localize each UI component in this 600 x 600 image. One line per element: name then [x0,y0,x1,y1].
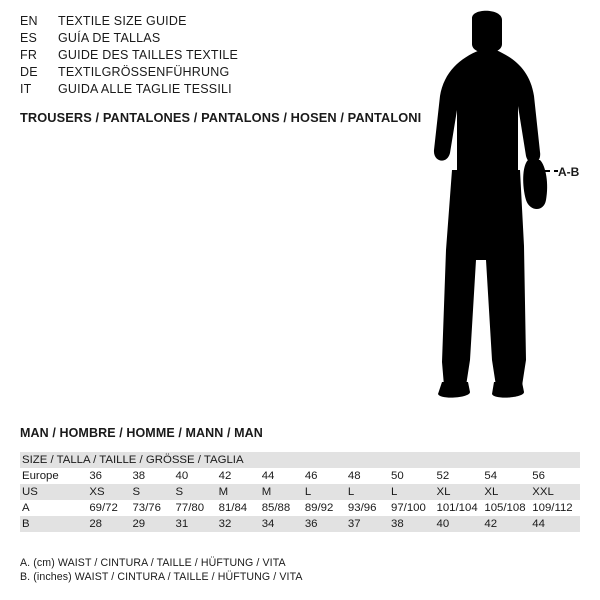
footnotes-block [20,556,303,584]
cell-a-6: 93/96 [347,502,377,514]
table-row-header [20,452,580,468]
row-label-b: B [22,518,30,530]
cell-europe-5: 46 [304,470,318,482]
table-header-label: SIZE / TALLA / TAILLE / GRÖSSE / TAGLIA [22,454,244,466]
size-table [20,452,580,532]
language-row-es [20,31,360,48]
cell-us-0: XS [89,486,105,498]
cell-europe-8: 52 [436,470,450,482]
row-label-us: US [22,486,38,498]
figure-illustration [400,10,600,410]
table-row [20,500,580,516]
language-code-it: IT [20,82,32,96]
cell-b-10: 44 [532,518,545,530]
cell-europe-3: 42 [218,470,232,482]
section-title-man: MAN / HOMBRE / HOMME / MANN / MAN [20,426,263,440]
language-code-fr: FR [20,48,38,62]
cell-us-9: XL [484,486,499,498]
cell-us-4: M [261,486,272,498]
cell-europe-4: 44 [261,470,275,482]
table-row [20,484,580,500]
male-silhouette-icon [400,10,600,410]
cell-us-3: M [218,486,229,498]
cell-b-0: 28 [89,518,103,530]
cell-b-8: 40 [436,518,450,530]
cell-a-2: 77/80 [175,502,205,514]
cell-us-7: L [391,486,398,498]
language-row-fr [20,48,360,65]
cell-europe-7: 50 [391,470,404,482]
cell-a-8: 101/104 [436,502,478,514]
cell-europe-2: 40 [175,470,189,482]
language-text-de: TEXTILGRÖSSENFÜHRUNG [58,65,230,79]
measure-label-ab: A-B [558,165,580,179]
cell-europe-10: 56 [532,470,545,482]
language-row-de [20,65,360,82]
cell-us-8: XL [436,486,451,498]
cell-b-5: 36 [304,518,318,530]
cell-b-7: 38 [391,518,404,530]
language-text-en: TEXTILE SIZE GUIDE [58,14,187,28]
table-row [20,468,580,484]
footnote-b: B. (inches) WAIST / CINTURA / TAILLE / HÜFTUNG / VITA [20,571,303,583]
language-text-it: GUIDA ALLE TAGLIE TESSILI [58,82,232,96]
language-code-es: ES [20,31,38,45]
garment-type-title: TROUSERS / PANTALONES / PANTALONS / HOSEN / PANTALONI [20,110,422,125]
language-row-en [20,14,360,31]
language-row-it [20,82,360,99]
cell-europe-0: 36 [89,470,103,482]
cell-a-4: 85/88 [261,502,291,514]
table-row [20,516,580,532]
row-label-europe: Europe [22,470,59,482]
cell-us-1: S [132,486,141,498]
language-code-en: EN [20,14,38,28]
cell-a-9: 105/108 [484,502,526,514]
cell-a-0: 69/72 [89,502,118,514]
language-text-fr: GUIDE DES TAILLES TEXTILE [58,48,239,62]
cell-a-3: 81/84 [218,502,248,514]
cell-europe-9: 54 [484,470,498,482]
cell-b-4: 34 [261,518,275,530]
cell-us-5: L [304,486,312,498]
cell-b-2: 31 [175,518,189,530]
cell-b-6: 37 [347,518,361,530]
footnote-a: A. (cm) WAIST / CINTURA / TAILLE / HÜFTUNG / VITA [20,557,286,569]
cell-europe-1: 38 [132,470,146,482]
cell-a-5: 89/92 [304,502,334,514]
cell-us-2: S [175,486,184,498]
cell-a-1: 73/76 [132,502,161,514]
cell-us-6: L [347,486,355,498]
cell-b-1: 29 [132,518,146,530]
cell-b-9: 42 [484,518,498,530]
language-header-block [20,14,360,99]
cell-a-10: 109/112 [532,502,573,514]
language-text-es: GUÍA DE TALLAS [58,31,161,45]
cell-us-10: XXL [532,486,554,498]
cell-europe-6: 48 [347,470,361,482]
cell-b-3: 32 [218,518,232,530]
cell-a-7: 97/100 [391,502,426,514]
row-label-a: A [22,502,30,514]
language-code-de: DE [20,65,38,79]
